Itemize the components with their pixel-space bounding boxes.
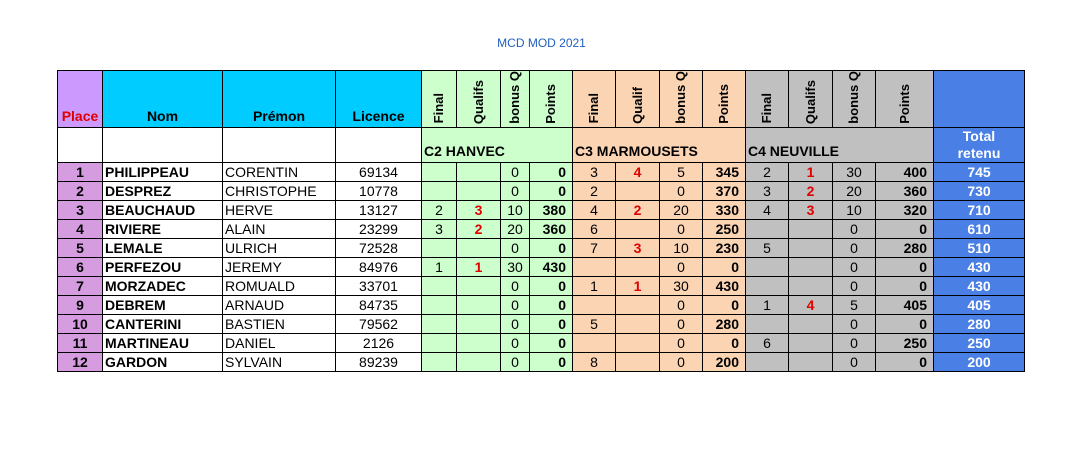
- total-cell: 405: [934, 295, 1025, 314]
- c3-qualifs-cell: [616, 219, 660, 238]
- licence-cell: 33701: [336, 276, 422, 295]
- c4-final-cell: 1: [746, 295, 789, 314]
- place-cell: 4: [58, 219, 103, 238]
- c2-bonus-cell: 10: [501, 200, 530, 219]
- c4-final-cell: [746, 219, 789, 238]
- licence-cell: 2126: [336, 333, 422, 352]
- c4-final-cell: 5: [746, 238, 789, 257]
- c3-bonus-cell: 5: [660, 162, 703, 181]
- table-row: [58, 333, 1025, 352]
- nom-cell: PERFEZOU: [103, 257, 223, 276]
- c2-final-cell: [422, 276, 457, 295]
- competition-c3-name: C3 MARMOUSETS: [573, 127, 746, 162]
- table-row: [58, 238, 1025, 257]
- c4-bonus-cell: 10: [833, 200, 876, 219]
- c3-bonus-cell: 20: [660, 200, 703, 219]
- nom-cell: GARDON: [103, 352, 223, 371]
- c3-qualifs-cell: [616, 314, 660, 333]
- c4-bonus-cell: 0: [833, 219, 876, 238]
- c2-points-cell: 0: [530, 162, 573, 181]
- nom-cell: DEBREM: [103, 295, 223, 314]
- c3-points-cell: 0: [703, 333, 746, 352]
- c3-final-cell: 5: [573, 314, 616, 333]
- prenom-cell: ROMUALD: [223, 276, 336, 295]
- c2-qualifs-cell: [457, 295, 501, 314]
- c2-points-cell: 0: [530, 352, 573, 371]
- c3-bonus-cell: 0: [660, 257, 703, 276]
- c2-points-cell: 0: [530, 276, 573, 295]
- c4-qualifs-cell: [789, 352, 833, 371]
- c4-qualifs-cell: [789, 238, 833, 257]
- place-cell: 12: [58, 352, 103, 371]
- c2-points-cell: 0: [530, 314, 573, 333]
- c4-points-cell: 280: [876, 238, 934, 257]
- nom-cell: BEAUCHAUD: [103, 200, 223, 219]
- prenom-cell: ARNAUD: [223, 295, 336, 314]
- total-cell: 250: [934, 333, 1025, 352]
- licence-cell: 23299: [336, 219, 422, 238]
- place-cell: 3: [58, 200, 103, 219]
- header-place: Place: [58, 71, 103, 128]
- licence-cell: 84735: [336, 295, 422, 314]
- header-c2-qualifs: Qualifs: [457, 71, 501, 128]
- c4-final-cell: [746, 276, 789, 295]
- c2-bonus-cell: 0: [501, 238, 530, 257]
- c3-qualifs-cell: [616, 333, 660, 352]
- c2-points-cell: 0: [530, 295, 573, 314]
- licence-cell: 84976: [336, 257, 422, 276]
- header-c4-qualifs: Qualifs: [789, 71, 833, 128]
- c2-points-cell: 0: [530, 333, 573, 352]
- total-cell: 730: [934, 181, 1025, 200]
- place-cell: 7: [58, 276, 103, 295]
- licence-cell: 89239: [336, 352, 422, 371]
- prenom-cell: SYLVAIN: [223, 352, 336, 371]
- header-total: Total retenu: [934, 127, 1025, 162]
- c4-qualifs-cell: [789, 219, 833, 238]
- total-cell: 710: [934, 200, 1025, 219]
- c2-qualifs-cell: [457, 352, 501, 371]
- competition-c4-name: C4 NEUVILLE: [746, 127, 934, 162]
- blank-cell: [58, 127, 103, 162]
- c2-qualifs-cell: 2: [457, 219, 501, 238]
- place-cell: 2: [58, 181, 103, 200]
- c4-final-cell: 6: [746, 333, 789, 352]
- licence-cell: 72528: [336, 238, 422, 257]
- c3-final-cell: [573, 257, 616, 276]
- c4-bonus-cell: 0: [833, 352, 876, 371]
- c4-bonus-cell: 0: [833, 238, 876, 257]
- c2-bonus-cell: 30: [501, 257, 530, 276]
- table-row: [58, 352, 1025, 371]
- nom-cell: CANTERINI: [103, 314, 223, 333]
- c2-qualifs-cell: 3: [457, 200, 501, 219]
- c2-final-cell: 1: [422, 257, 457, 276]
- c3-final-cell: 7: [573, 238, 616, 257]
- c2-qualifs-cell: [457, 333, 501, 352]
- c2-points-cell: 0: [530, 181, 573, 200]
- total-cell: 280: [934, 314, 1025, 333]
- c4-bonus-cell: 0: [833, 257, 876, 276]
- c4-qualifs-cell: [789, 276, 833, 295]
- header-licence: Licence: [336, 71, 422, 128]
- c3-bonus-cell: 0: [660, 295, 703, 314]
- c2-final-cell: [422, 162, 457, 181]
- place-cell: 10: [58, 314, 103, 333]
- c3-final-cell: 4: [573, 200, 616, 219]
- c3-points-cell: 345: [703, 162, 746, 181]
- prenom-cell: BASTIEN: [223, 314, 336, 333]
- header-c3-bonus: bonus Q: [660, 71, 703, 128]
- c3-final-cell: 8: [573, 352, 616, 371]
- nom-cell: DESPREZ: [103, 181, 223, 200]
- header-c3-qualif: Qualif: [616, 71, 660, 128]
- c3-points-cell: 430: [703, 276, 746, 295]
- c2-qualifs-cell: [457, 238, 501, 257]
- place-cell: 6: [58, 257, 103, 276]
- c2-points-cell: 380: [530, 200, 573, 219]
- c4-qualifs-cell: 1: [789, 162, 833, 181]
- c4-bonus-cell: 5: [833, 295, 876, 314]
- c3-bonus-cell: 0: [660, 333, 703, 352]
- c3-final-cell: [573, 333, 616, 352]
- c3-points-cell: 0: [703, 295, 746, 314]
- competition-row: [58, 127, 1025, 162]
- header-c4-final: Final: [746, 71, 789, 128]
- c3-qualifs-cell: [616, 181, 660, 200]
- c2-points-cell: 0: [530, 238, 573, 257]
- nom-cell: PHILIPPEAU: [103, 162, 223, 181]
- place-cell: 5: [58, 238, 103, 257]
- total-cell: 745: [934, 162, 1025, 181]
- total-cell: 610: [934, 219, 1025, 238]
- c2-bonus-cell: 0: [501, 162, 530, 181]
- c4-final-cell: 3: [746, 181, 789, 200]
- standings-table: [57, 70, 1025, 372]
- c3-qualifs-cell: 4: [616, 162, 660, 181]
- c3-final-cell: 6: [573, 219, 616, 238]
- c2-bonus-cell: 0: [501, 276, 530, 295]
- header-nom: Nom: [103, 71, 223, 128]
- competition-c2-name: C2 HANVEC: [422, 127, 573, 162]
- c3-bonus-cell: 10: [660, 238, 703, 257]
- blank-cell: [336, 127, 422, 162]
- c3-final-cell: 1: [573, 276, 616, 295]
- c4-bonus-cell: 0: [833, 333, 876, 352]
- c2-qualifs-cell: 1: [457, 257, 501, 276]
- c2-bonus-cell: 0: [501, 314, 530, 333]
- c3-points-cell: 200: [703, 352, 746, 371]
- prenom-cell: HERVE: [223, 200, 336, 219]
- document-title: MCD MOD 2021: [497, 36, 586, 50]
- header-c3-final: Final: [573, 71, 616, 128]
- header-prenom: Prémon: [223, 71, 336, 128]
- c3-qualifs-cell: [616, 295, 660, 314]
- c3-qualifs-cell: 3: [616, 238, 660, 257]
- c2-final-cell: [422, 238, 457, 257]
- c4-qualifs-cell: 2: [789, 181, 833, 200]
- c3-qualifs-cell: 2: [616, 200, 660, 219]
- c3-final-cell: 2: [573, 181, 616, 200]
- licence-cell: 10778: [336, 181, 422, 200]
- c4-points-cell: 360: [876, 181, 934, 200]
- c4-points-cell: 0: [876, 257, 934, 276]
- header-c2-final: Final: [422, 71, 457, 128]
- c3-points-cell: 0: [703, 257, 746, 276]
- blank-cell: [103, 127, 223, 162]
- prenom-cell: CHRISTOPHE: [223, 181, 336, 200]
- c2-final-cell: [422, 181, 457, 200]
- c3-bonus-cell: 0: [660, 219, 703, 238]
- c3-qualifs-cell: [616, 257, 660, 276]
- licence-cell: 79562: [336, 314, 422, 333]
- prenom-cell: DANIEL: [223, 333, 336, 352]
- c4-final-cell: [746, 314, 789, 333]
- c3-bonus-cell: 0: [660, 352, 703, 371]
- c3-bonus-cell: 30: [660, 276, 703, 295]
- c2-final-cell: 2: [422, 200, 457, 219]
- c2-qualifs-cell: [457, 162, 501, 181]
- table-row: [58, 276, 1025, 295]
- c3-final-cell: [573, 295, 616, 314]
- prenom-cell: CORENTIN: [223, 162, 336, 181]
- table-row: [58, 314, 1025, 333]
- licence-cell: 69134: [336, 162, 422, 181]
- c4-points-cell: 405: [876, 295, 934, 314]
- total-cell: 200: [934, 352, 1025, 371]
- c2-final-cell: 3: [422, 219, 457, 238]
- c4-points-cell: 0: [876, 352, 934, 371]
- licence-cell: 13127: [336, 200, 422, 219]
- c4-points-cell: 0: [876, 314, 934, 333]
- c4-final-cell: [746, 257, 789, 276]
- c4-bonus-cell: 0: [833, 314, 876, 333]
- nom-cell: LEMALE: [103, 238, 223, 257]
- table-row: [58, 181, 1025, 200]
- c4-bonus-cell: 20: [833, 181, 876, 200]
- c2-final-cell: [422, 352, 457, 371]
- total-cell: 430: [934, 276, 1025, 295]
- place-cell: 11: [58, 333, 103, 352]
- c2-points-cell: 430: [530, 257, 573, 276]
- header-c4-bonus: bonus Q: [833, 71, 876, 128]
- table-row: [58, 200, 1025, 219]
- c2-qualifs-cell: [457, 181, 501, 200]
- c2-final-cell: [422, 333, 457, 352]
- c4-qualifs-cell: [789, 333, 833, 352]
- nom-cell: RIVIERE: [103, 219, 223, 238]
- c3-bonus-cell: 0: [660, 181, 703, 200]
- c4-points-cell: 400: [876, 162, 934, 181]
- c2-final-cell: [422, 295, 457, 314]
- nom-cell: MORZADEC: [103, 276, 223, 295]
- header-c4-points: Points: [876, 71, 934, 128]
- place-cell: 1: [58, 162, 103, 181]
- total-cell: 510: [934, 238, 1025, 257]
- c4-qualifs-cell: [789, 257, 833, 276]
- c4-qualifs-cell: 4: [789, 295, 833, 314]
- nom-cell: MARTINEAU: [103, 333, 223, 352]
- c4-bonus-cell: 30: [833, 162, 876, 181]
- prenom-cell: ALAIN: [223, 219, 336, 238]
- c3-points-cell: 370: [703, 181, 746, 200]
- c2-bonus-cell: 0: [501, 352, 530, 371]
- table-row: [58, 295, 1025, 314]
- header-c2-bonus: bonus Q: [501, 71, 530, 128]
- c2-qualifs-cell: [457, 314, 501, 333]
- table-row: [58, 162, 1025, 181]
- place-cell: 9: [58, 295, 103, 314]
- c3-points-cell: 250: [703, 219, 746, 238]
- c4-bonus-cell: 0: [833, 276, 876, 295]
- c4-qualifs-cell: 3: [789, 200, 833, 219]
- header-c2-points: Points: [530, 71, 573, 128]
- c3-final-cell: 3: [573, 162, 616, 181]
- prenom-cell: JEREMY: [223, 257, 336, 276]
- c4-points-cell: 0: [876, 276, 934, 295]
- c4-final-cell: [746, 352, 789, 371]
- c4-final-cell: 4: [746, 200, 789, 219]
- prenom-cell: ULRICH: [223, 238, 336, 257]
- c4-final-cell: 2: [746, 162, 789, 181]
- c3-points-cell: 330: [703, 200, 746, 219]
- blank-cell: [223, 127, 336, 162]
- table-row: [58, 257, 1025, 276]
- c4-qualifs-cell: [789, 314, 833, 333]
- c2-bonus-cell: 0: [501, 295, 530, 314]
- c4-points-cell: 250: [876, 333, 934, 352]
- c2-points-cell: 360: [530, 219, 573, 238]
- c2-bonus-cell: 20: [501, 219, 530, 238]
- c4-points-cell: 320: [876, 200, 934, 219]
- c3-points-cell: 230: [703, 238, 746, 257]
- c3-bonus-cell: 0: [660, 314, 703, 333]
- c2-bonus-cell: 0: [501, 181, 530, 200]
- table-row: [58, 219, 1025, 238]
- c3-points-cell: 280: [703, 314, 746, 333]
- header-row: [58, 71, 1025, 128]
- header-total-blank: [934, 71, 1025, 128]
- c4-points-cell: 0: [876, 219, 934, 238]
- c2-final-cell: [422, 314, 457, 333]
- c2-bonus-cell: 0: [501, 333, 530, 352]
- header-c3-points: Points: [703, 71, 746, 128]
- c2-qualifs-cell: [457, 276, 501, 295]
- total-cell: 430: [934, 257, 1025, 276]
- c3-qualifs-cell: [616, 352, 660, 371]
- c3-qualifs-cell: 1: [616, 276, 660, 295]
